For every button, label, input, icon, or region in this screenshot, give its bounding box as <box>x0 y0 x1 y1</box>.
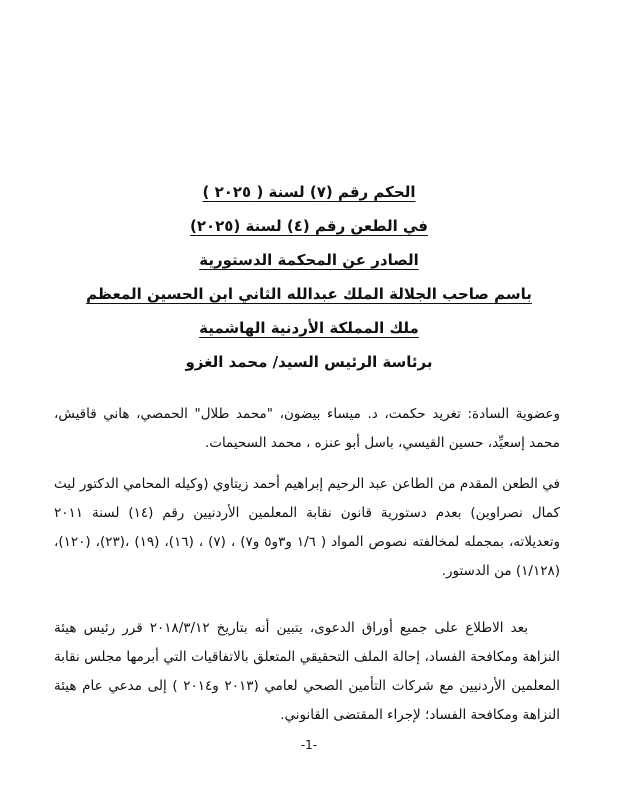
page-number: -1- <box>300 738 318 752</box>
court-members-paragraph: وعضوية السادة: تغريد حكمت، د. ميساء بيضون، "محمد طلال" الحمصي، هاني قاقيش، محمد إسعيِّد، حسين القيسي، باسل أبو عنزه ، محمد السحيمات. <box>54 405 560 451</box>
case-facts-paragraph: بعد الاطلاع على جميع أوراق الدعوى، يتبين أنه بتاريخ ٢٠١٨/٣/١٢ قرر رئيس هيئة النزاهة ومكافحة الفساد، إحالة الملف التحقيقي المتعلق بالاتفاقيات التي أبرمها مجلس نقابة المعلمين الأردنيين مع شركات التأمين الصحي لعامي (٢٠١٣ و٢٠١٤ ) إلى مدعي عام هيئة النزاهة ومكافحة الفساد؛ لإجراء المقتضى القانوني. <box>54 619 561 723</box>
royal-name-line: باسم صاحب الجلالة الملك عبدالله الثاني ابن الحسين المعظم <box>86 285 532 303</box>
appeal-number-line: في الطعن رقم (٤) لسنة (٢٠٢٥) <box>189 217 428 235</box>
issuing-court-line: الصادر عن المحكمة الدستورية <box>199 251 419 269</box>
ruling-header <box>0 175 618 379</box>
petition-paragraph: في الطعن المقدم من الطاعن عبد الرحيم إبراهيم أحمد زيتاوي (وكيله المحامي الدكتور ليث كمال نصراوين) بعدم دستورية قانون نقابة المعلمين الأردنيين رقم (١٤) لسنة ٢٠١١ وتعديلاته، بمجمله لمخالفته نصوص المواد ( ١/٦ و٣و٥ و٧) ، (٧) ، (١٦)، (١٩) ،(٢٣)، (١٢٠)، (١/١٢٨) من الدستور. <box>54 475 561 579</box>
ruling-number-line: الحكم رقم (٧) لسنة ( ٢٠٢٥ ) <box>202 183 416 201</box>
presidency-line: برئاسة الرئيس السيد/ محمد الغزو <box>185 353 433 371</box>
kingdom-line: ملك المملكة الأردنية الهاشمية <box>199 319 419 337</box>
